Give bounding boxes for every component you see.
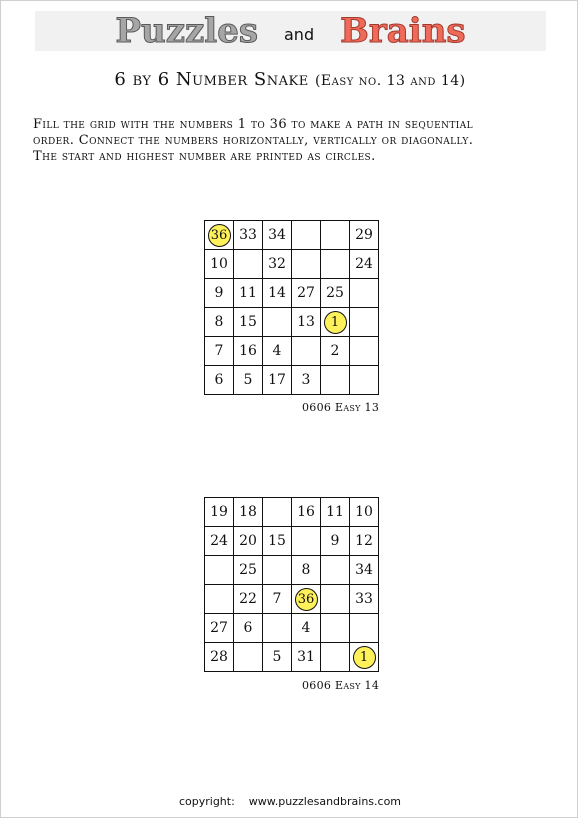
cell-number: 13 bbox=[297, 314, 315, 330]
cell-number: 15 bbox=[239, 314, 257, 330]
grid-cell[interactable] bbox=[350, 308, 379, 337]
grid-cell[interactable] bbox=[321, 556, 350, 585]
cell-number: 31 bbox=[297, 649, 315, 665]
copyright-footer bbox=[1, 795, 578, 808]
grid-cell[interactable] bbox=[263, 585, 292, 614]
grid-cell[interactable] bbox=[321, 614, 350, 643]
grid-cell[interactable] bbox=[350, 614, 379, 643]
logo-word-puzzles: Puzzles bbox=[115, 11, 258, 51]
page-title bbox=[1, 69, 578, 90]
cell-number: 34 bbox=[268, 227, 286, 243]
cell-number: 19 bbox=[210, 504, 228, 520]
cell-number: 7 bbox=[214, 343, 224, 359]
grid-cell[interactable] bbox=[292, 614, 321, 643]
grid-cell[interactable] bbox=[292, 366, 321, 395]
cell-number: 24 bbox=[355, 256, 373, 272]
grid-cell[interactable] bbox=[321, 643, 350, 672]
grid-cell[interactable] bbox=[234, 221, 263, 250]
grid-cell[interactable] bbox=[205, 279, 234, 308]
instruction-line: order. Connect the numbers horizontally, vertically or diagonally. bbox=[33, 133, 474, 148]
grid-cell[interactable] bbox=[292, 643, 321, 672]
grid-cell[interactable] bbox=[263, 337, 292, 366]
grid-cell[interactable] bbox=[321, 279, 350, 308]
grid-cell[interactable] bbox=[292, 556, 321, 585]
grid-cell[interactable] bbox=[350, 337, 379, 366]
grid-cell[interactable] bbox=[350, 527, 379, 556]
page-title-main: 6 by 6 Number Snake bbox=[114, 69, 309, 90]
grid-cell[interactable] bbox=[234, 498, 263, 527]
grid-cell[interactable] bbox=[205, 366, 234, 395]
grid-cell[interactable] bbox=[205, 221, 234, 250]
cell-number: 12 bbox=[355, 533, 373, 549]
grid-cell[interactable] bbox=[205, 527, 234, 556]
grid-cell[interactable] bbox=[292, 221, 321, 250]
grid-cell[interactable] bbox=[234, 614, 263, 643]
cell-number: 8 bbox=[214, 314, 224, 330]
grid-cell[interactable] bbox=[350, 556, 379, 585]
grid-cell[interactable] bbox=[321, 527, 350, 556]
cell-number: 6 bbox=[214, 372, 224, 388]
grid-cell[interactable] bbox=[205, 614, 234, 643]
grid-cell[interactable] bbox=[263, 556, 292, 585]
cell-number: 4 bbox=[301, 620, 311, 636]
cell-number: 2 bbox=[330, 343, 340, 359]
cell-number: 25 bbox=[326, 285, 344, 301]
grid-cell[interactable] bbox=[263, 308, 292, 337]
cell-number: 9 bbox=[214, 285, 224, 301]
grid-cell[interactable] bbox=[234, 308, 263, 337]
grid-cell[interactable] bbox=[350, 221, 379, 250]
logo-banner bbox=[35, 11, 546, 51]
grid-cell[interactable] bbox=[321, 308, 350, 337]
cell-number: 33 bbox=[239, 227, 257, 243]
grid-cell[interactable] bbox=[205, 556, 234, 585]
cell-number: 11 bbox=[239, 285, 257, 301]
puzzle-label-easy-13: 0606 Easy 13 bbox=[302, 401, 380, 414]
circled-number: 36 bbox=[295, 588, 318, 611]
cell-number: 20 bbox=[239, 533, 257, 549]
cell-number: 11 bbox=[326, 504, 344, 520]
copyright-label: copyright: bbox=[178, 795, 235, 808]
instruction-line: Fill the grid with the numbers 1 to 36 to make a path in sequential bbox=[33, 117, 473, 132]
cell-number: 27 bbox=[210, 620, 228, 636]
cell-number: 16 bbox=[239, 343, 257, 359]
website-link[interactable]: www.puzzlesandbrains.com bbox=[248, 795, 402, 808]
instruction-line: The start and highest number are printed as circles. bbox=[33, 149, 376, 164]
cell-number: 29 bbox=[355, 227, 373, 243]
cell-number: 32 bbox=[268, 256, 286, 272]
grid-cell[interactable] bbox=[234, 585, 263, 614]
cell-number: 25 bbox=[239, 562, 257, 578]
grid-cell[interactable] bbox=[321, 337, 350, 366]
cell-number: 15 bbox=[268, 533, 286, 549]
grid-cell[interactable] bbox=[292, 308, 321, 337]
grid-cell[interactable] bbox=[234, 279, 263, 308]
grid-cell[interactable] bbox=[350, 279, 379, 308]
grid-cell[interactable] bbox=[350, 498, 379, 527]
cell-number: 14 bbox=[268, 285, 286, 301]
cell-number: 34 bbox=[355, 562, 373, 578]
cell-number: 5 bbox=[243, 372, 253, 388]
grid-cell[interactable] bbox=[263, 250, 292, 279]
grid-cell[interactable] bbox=[292, 250, 321, 279]
grid-cell[interactable] bbox=[263, 279, 292, 308]
cell-number: 7 bbox=[272, 591, 282, 607]
grid-cell[interactable] bbox=[292, 585, 321, 614]
grid-cell[interactable] bbox=[263, 643, 292, 672]
grid-cell[interactable] bbox=[321, 498, 350, 527]
cell-number: 17 bbox=[268, 372, 286, 388]
grid-cell[interactable] bbox=[292, 527, 321, 556]
grid-cell[interactable] bbox=[205, 337, 234, 366]
cell-number: 10 bbox=[210, 256, 228, 272]
cell-number: 16 bbox=[297, 504, 315, 520]
grid-cell[interactable] bbox=[263, 527, 292, 556]
grid-cell[interactable] bbox=[234, 366, 263, 395]
page-title-sub: (Easy no. 13 and 14) bbox=[314, 73, 466, 89]
cell-number: 3 bbox=[301, 372, 311, 388]
grid-cell[interactable] bbox=[205, 585, 234, 614]
grid-cell[interactable] bbox=[350, 643, 379, 672]
puzzle-grid-easy-13 bbox=[204, 220, 379, 395]
cell-number: 10 bbox=[355, 504, 373, 520]
grid-cell[interactable] bbox=[234, 337, 263, 366]
cell-number: 4 bbox=[272, 343, 282, 359]
logo-word-brains: Brains bbox=[340, 11, 466, 51]
cell-number: 33 bbox=[355, 591, 373, 607]
cell-number: 9 bbox=[330, 533, 340, 549]
cell-number: 22 bbox=[239, 591, 257, 607]
grid-cell[interactable] bbox=[234, 556, 263, 585]
cell-number: 8 bbox=[301, 562, 311, 578]
cell-number: 18 bbox=[239, 504, 257, 520]
grid-cell[interactable] bbox=[292, 337, 321, 366]
grid-cell[interactable] bbox=[205, 308, 234, 337]
circled-number: 1 bbox=[353, 646, 376, 669]
grid-cell[interactable] bbox=[321, 250, 350, 279]
cell-number: 27 bbox=[297, 285, 315, 301]
grid-cell[interactable] bbox=[234, 527, 263, 556]
instructions bbox=[33, 117, 563, 165]
puzzle-label-easy-14: 0606 Easy 14 bbox=[302, 679, 380, 692]
grid-cell[interactable] bbox=[234, 643, 263, 672]
grid-cell[interactable] bbox=[263, 498, 292, 527]
cell-number: 24 bbox=[210, 533, 228, 549]
circled-number: 1 bbox=[324, 311, 347, 334]
grid-cell[interactable] bbox=[350, 250, 379, 279]
grid-cell[interactable] bbox=[205, 498, 234, 527]
grid-cell[interactable] bbox=[263, 221, 292, 250]
grid-cell[interactable] bbox=[234, 250, 263, 279]
cell-number: 5 bbox=[272, 649, 282, 665]
grid-cell[interactable] bbox=[350, 366, 379, 395]
grid-cell[interactable] bbox=[321, 366, 350, 395]
grid-cell[interactable] bbox=[263, 366, 292, 395]
grid-cell[interactable] bbox=[205, 643, 234, 672]
puzzle-grid-easy-14 bbox=[204, 497, 379, 672]
grid-cell[interactable] bbox=[292, 279, 321, 308]
grid-cell[interactable] bbox=[350, 585, 379, 614]
grid-cell[interactable] bbox=[292, 498, 321, 527]
cell-number: 28 bbox=[210, 649, 228, 665]
grid-cell[interactable] bbox=[263, 614, 292, 643]
grid-cell[interactable] bbox=[321, 585, 350, 614]
circled-number: 36 bbox=[208, 224, 231, 247]
logo-word-and: and bbox=[284, 24, 315, 44]
grid-cell[interactable] bbox=[205, 250, 234, 279]
grid-cell[interactable] bbox=[321, 221, 350, 250]
cell-number: 6 bbox=[243, 620, 253, 636]
